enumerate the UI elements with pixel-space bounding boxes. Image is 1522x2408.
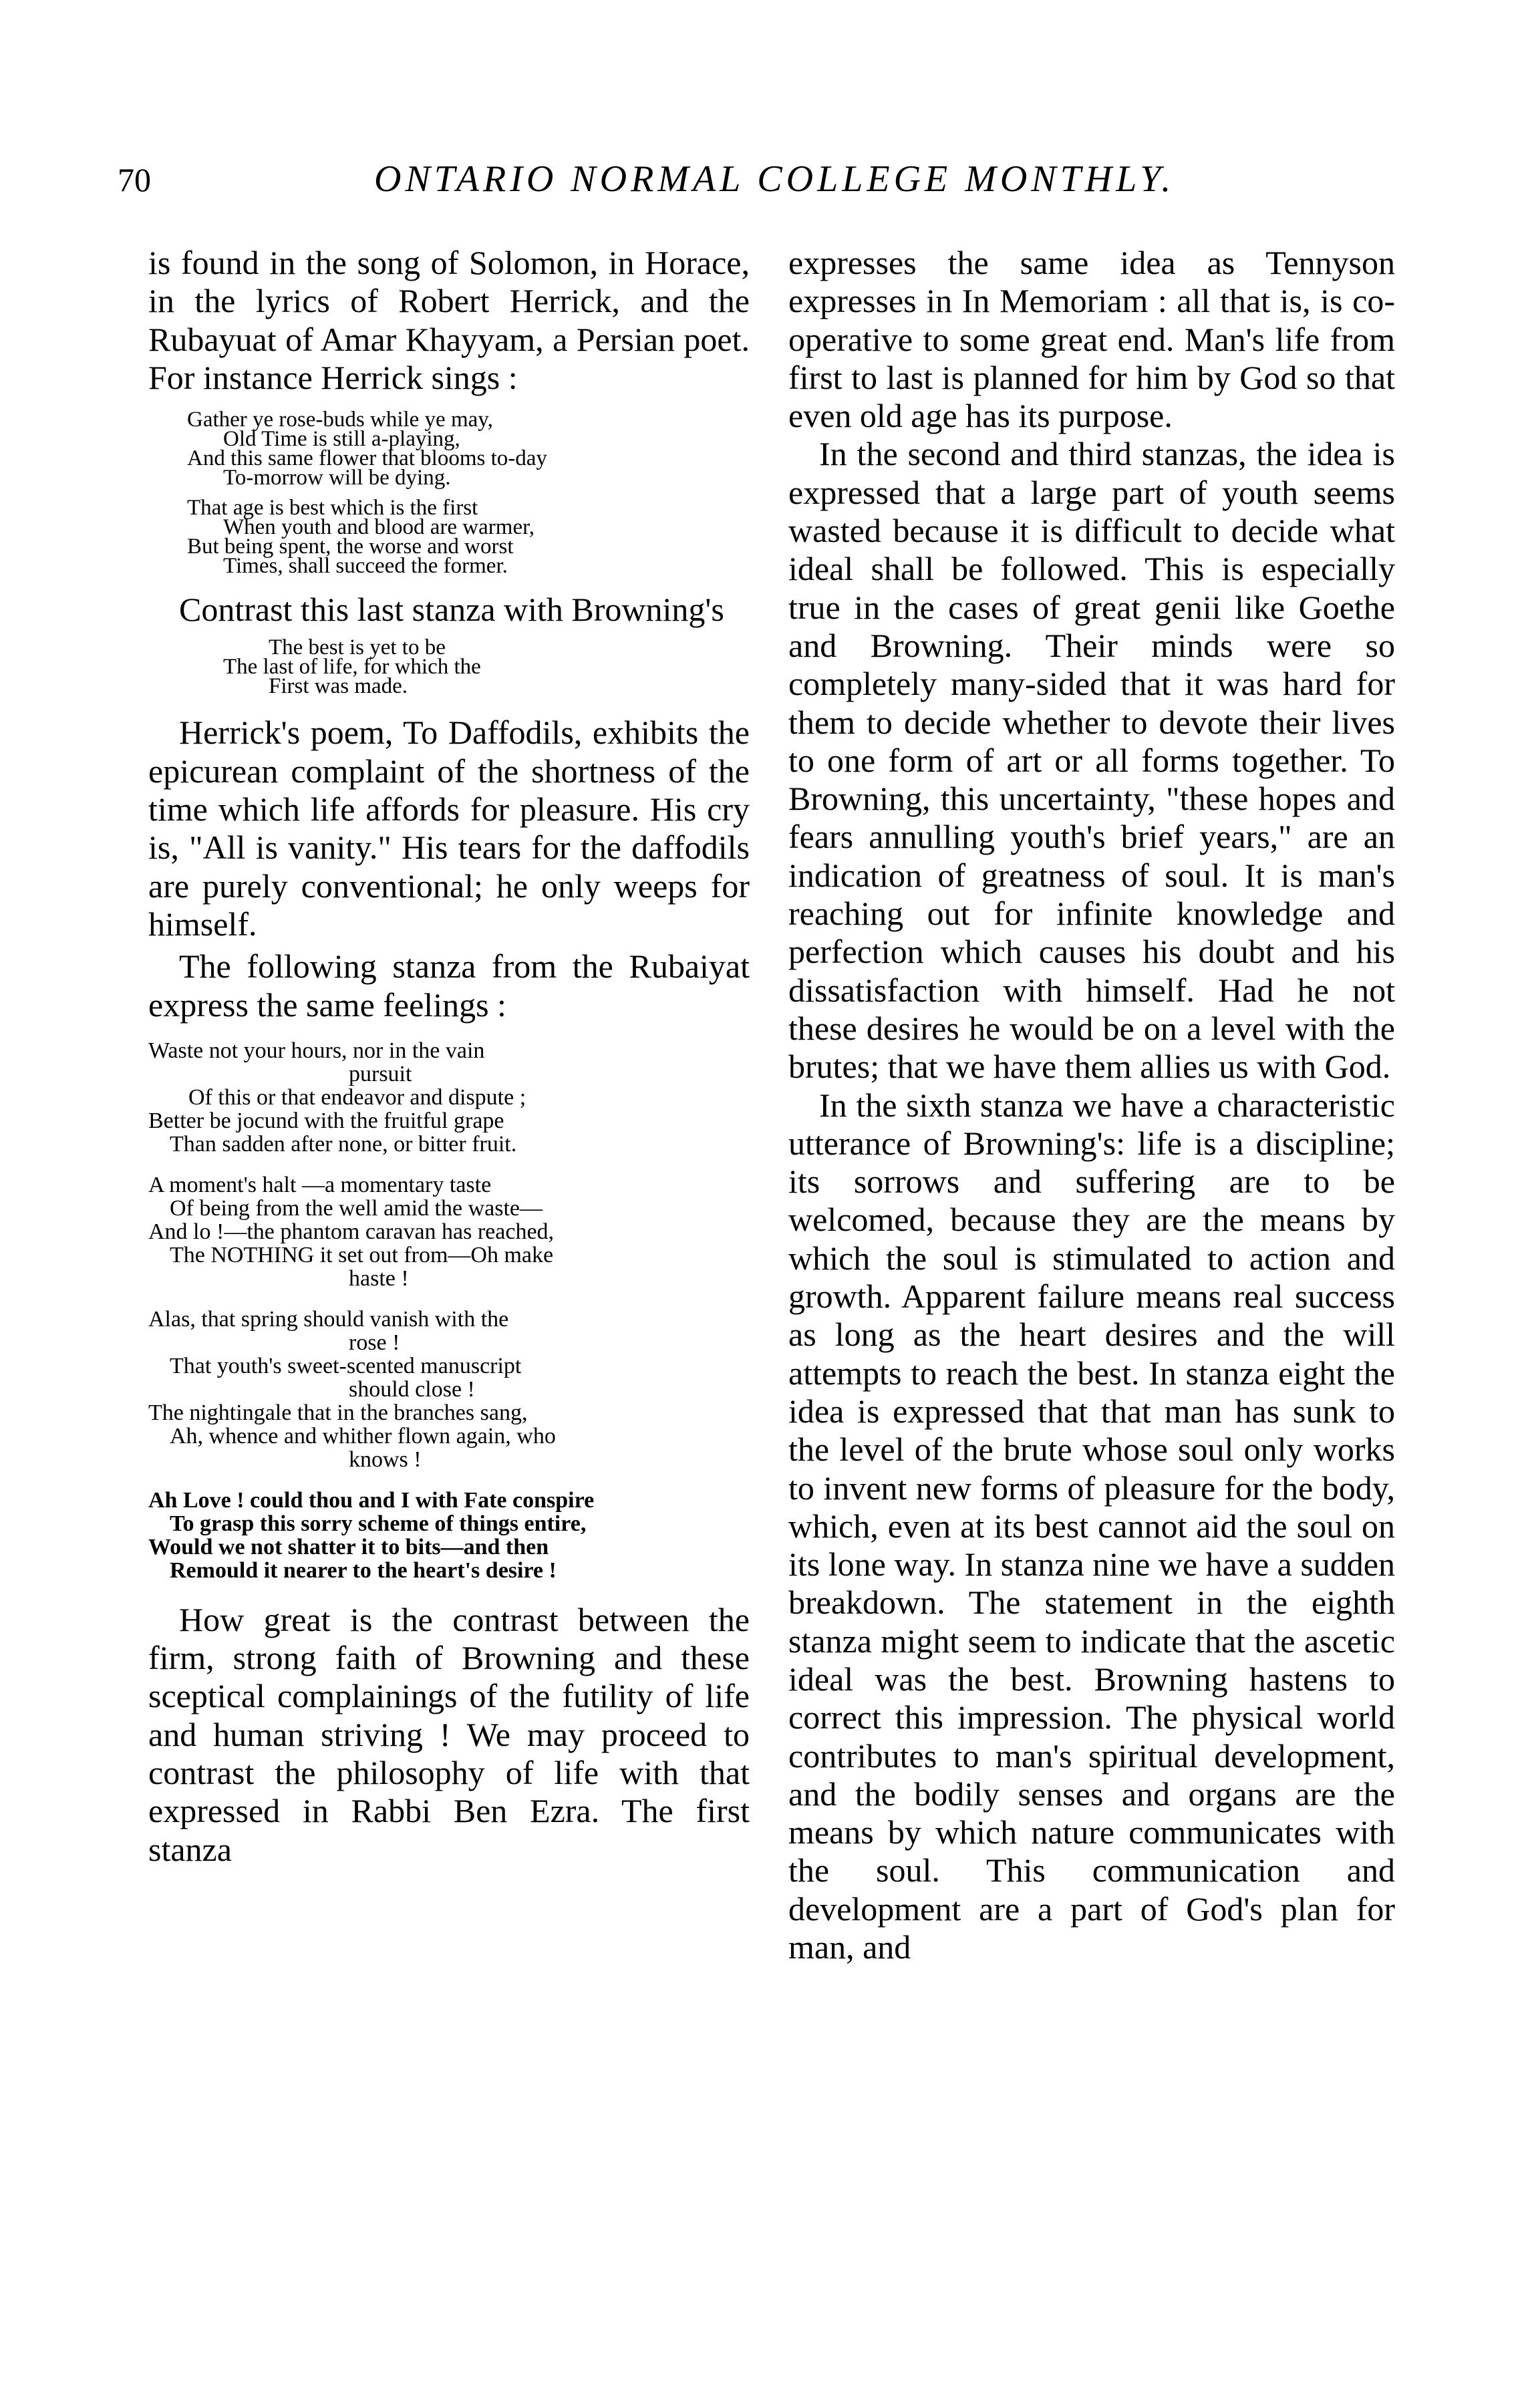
verse-line: That youth's sweet-scented manuscript: [170, 1353, 522, 1378]
verse-line: Would we not shatter it to bits—and then: [148, 1534, 549, 1559]
verse-line: Waste not your hours, nor in the vain: [148, 1038, 485, 1063]
verse-line: rose !: [349, 1330, 400, 1355]
right-paragraph-1: expresses the same idea as Tennyson expresses in In Memoriam : all that is, is co-operative to some great end. Man's life from first to last is planned for him by God so that even old age has its purpose.: [788, 244, 1395, 435]
left-paragraph-4: The following stanza from the Rubaiyat express the same feelings :: [148, 947, 750, 1024]
verse-line: When youth and blood are warmer,: [223, 515, 535, 540]
verse-line: Ah, whence and whither flown again, who: [170, 1423, 556, 1449]
verse-line: And this same flower that blooms to-day: [187, 446, 547, 471]
right-paragraph-3: In the sixth stanza we have a characteristic utterance of Browning's: life is a discipline; its sorrows and suffering are to be welcomed, because they are the means by which the soul is stimulated to action and growth. Apparent failure means real success as long as the heart desires and the will attempts to reach the best. In stanza eight the idea is expressed that that man has sunk to the level of the brute whose soul only works to invent new forms of pleasure for the body, which, even at its best cannot aid the soul on its lone way. In stanza nine we have a sudden breakdown. The statement in the eighth stanza might seem to indicate that the ascetic ideal was the best. Browning hastens to correct this impression. The physical world contributes to man's spiritual development, and the bodily senses and organs are the means by which nature communicates with the soul. This communication and development are a part of God's plan for man, and: [788, 1086, 1395, 1966]
verse-line: But being spent, the worse and worst: [187, 535, 514, 559]
verse-line: Better be jocund with the fruitful grape: [148, 1108, 504, 1133]
rubaiyat-stanzas: [148, 1039, 750, 1582]
left-paragraph-5: How great is the contrast between the firm, strong faith of Browning and these sceptical complainings of the futility of life and human striving ! We may proceed to contrast the philosophy of life with that expressed in Rabbi Ben Ezra. The first stanza: [148, 1600, 750, 1868]
verse-line: Times, shall succeed the former.: [223, 554, 508, 579]
left-paragraph-1: is found in the song of Solomon, in Horace, in the lyrics of Robert Herrick, and the Rubayuat of Amar Khayyam, a Persian poet. For instance Herrick sings :: [148, 244, 750, 396]
verse-line: First was made.: [269, 674, 408, 699]
verse-line: To-morrow will be dying.: [223, 466, 451, 490]
verse-line: Ah Love ! could thou and I with Fate conspire: [148, 1487, 595, 1513]
verse-line: To grasp this sorry scheme of things entire,: [170, 1511, 587, 1536]
browning-quote: [148, 635, 750, 699]
verse-line: Gather ye rose-buds while ye may,: [187, 408, 493, 432]
verse-line: And lo !—the phantom caravan has reached,: [148, 1219, 555, 1244]
verse-line: Than sadden after none, or bitter fruit.: [170, 1131, 517, 1157]
verse-line: should close !: [349, 1376, 475, 1402]
verse-line: The best is yet to be: [269, 635, 446, 660]
verse-line: Old Time is still a-playing,: [223, 427, 460, 452]
verse-line: Remould it nearer to the heart's desire !: [170, 1557, 557, 1583]
verse-line: A moment's halt —a momentary taste: [148, 1172, 492, 1197]
verse-line: pursuit: [349, 1061, 412, 1086]
verse-line: The last of life, for which the: [223, 655, 481, 680]
verse-line: Of being from the well amid the waste—: [170, 1195, 543, 1221]
verse-line: haste !: [349, 1265, 409, 1291]
verse-line: knows !: [349, 1447, 422, 1472]
verse-line: Alas, that spring should vanish with the: [148, 1306, 509, 1332]
right-paragraph-2: In the second and third stanzas, the idea is expressed that a large part of youth seems wasted because it is difficult to decide what ideal shall be followed. This is especially true in the cases of great genii like Goethe and Browning. Their minds were so completely many-sided that it was hard for them to decide whether to devote their lives to one form of art or all forms together. To Browning, this uncertainty, "these hopes and fears annulling youth's brief years," are an indication of greatness of soul. It is man's reaching out for infinite knowledge and perfection which causes his doubt and his dissatisfaction with himself. Had he not these desires he would be on a level with the brutes; that we have them allies us with God.: [788, 435, 1395, 1086]
left-paragraph-3: Herrick's poem, To Daffodils, exhibits the epicurean complaint of the shortness of the time which life affords for pleasure. His cry is, "All is vanity." His tears for the daffodils are purely conventional; he only weeps for himself.: [148, 714, 750, 943]
page-number: 70: [118, 161, 151, 198]
verse-line: The NOTHING it set out from—Oh make: [170, 1242, 554, 1267]
verse-line: That age is best which is the first: [187, 496, 478, 520]
left-column: [148, 244, 750, 1869]
verse-line: Of this or that endeavor and dispute ;: [188, 1084, 526, 1110]
left-paragraph-2: Contrast this last stanza with Browning's: [179, 591, 724, 629]
right-column: [788, 244, 1395, 1966]
herrick-poem: [148, 408, 750, 579]
verse-line: The nightingale that in the branches sang,: [148, 1400, 528, 1425]
running-head: ONTARIO NORMAL COLLEGE MONTHLY.: [374, 158, 1175, 200]
